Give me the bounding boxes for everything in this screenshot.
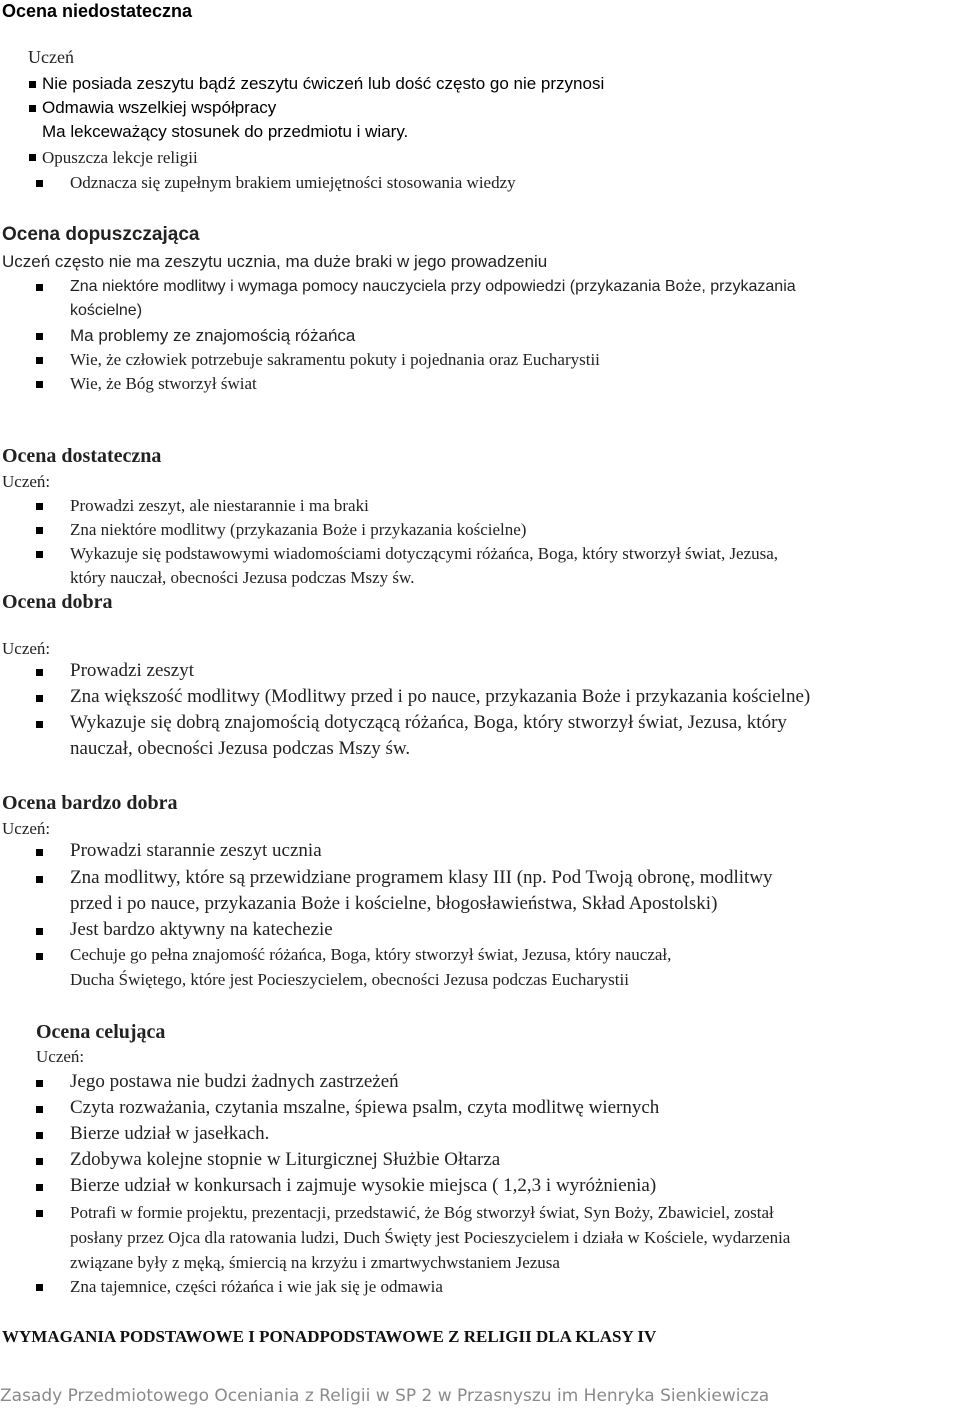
bullet-icon [36,669,43,676]
list-item: Jest bardzo aktywny na katechezie [70,919,333,940]
bullet-icon [36,357,43,364]
bullet-icon [36,1080,43,1087]
bullet-icon [36,551,43,558]
document-title: WYMAGANIA PODSTAWOWE I PONADPODSTAWOWE Z RELIGII DLA KLASY IV [2,1327,657,1346]
heading-dopuszczajaca: Ocena dopuszczająca [2,224,200,245]
list-item: Potrafi w formie projektu, prezentacji, przedstawić, że Bóg stworzył świat, Syn Boży, Zbawiciel, został [70,1203,774,1222]
intro-celujaca: Uczeń: [36,1047,85,1066]
list-item: Opuszcza lekcje religii [42,148,198,167]
list-item: Ma problemy ze znajomością różańca [70,326,356,345]
list-item-continuation: związane były z męką, śmiercią na krzyżu i zmartwychwstaniem Jezusa [70,1253,560,1272]
heading-niedostateczna: Ocena niedostateczna [2,1,193,21]
bullet-icon [36,1284,43,1291]
list-item: Wie, że człowiek potrzebuje sakramentu pokuty i pojednania oraz Eucharystii [70,350,600,369]
bullet-icon [36,180,43,187]
list-item-continuation: Ducha Świętego, które jest Pocieszycielem, obecności Jezusa podczas Eucharystii [70,970,629,989]
bullet-icon [36,527,43,534]
list-item-continuation: posłany przez Ojca dla ratowania ludzi, Duch Święty jest Pocieszycielem i działa w Kościele, wydarzenia [70,1228,791,1247]
heading-dobra: Ocena dobra [2,591,113,613]
list-item: Wie, że Bóg stworzył świat [70,374,257,393]
bullet-icon [36,284,43,291]
list-item: Zna tajemnice, części różańca i wie jak się je odmawia [70,1277,443,1296]
intro-niedostateczna: Uczeń [28,47,74,67]
list-item: Odmawia wszelkiej współpracy [42,98,277,117]
list-item: Prowadzi zeszyt [70,660,194,681]
list-item: Zdobywa kolejne stopnie w Liturgicznej Służbie Ołtarza [70,1149,501,1170]
intro-dobra: Uczeń: [2,639,51,658]
bullet-icon [36,381,43,388]
list-item-continuation: kościelne) [70,302,143,319]
list-item: Odznacza się zupełnym brakiem umiejętności stosowania wiedzy [70,173,516,192]
list-item-continuation: nauczał, obecności Jezusa podczas Mszy św. [70,738,411,759]
page-footer: Zasady Przedmiotowego Oceniania z Religii w SP 2 w Przasnyszu im Henryka Sienkiewicza [0,1386,770,1406]
list-item: Zna niektóre modlitwy i wymaga pomocy nauczyciela przy odpowiedzi (przykazania Boże, przykazania [70,278,796,295]
bullet-icon [36,953,43,960]
list-item: Zna niektóre modlitwy (przykazania Boże i przykazania kościelne) [70,520,527,539]
heading-celujaca: Ocena celująca [36,1021,166,1043]
bullet-icon [36,695,43,702]
bullet-icon [36,333,43,340]
heading-dostateczna: Ocena dostateczna [2,445,162,467]
list-item: Zna modlitwy, które są przewidziane programem klasy III (np. Pod Twoją obronę, modlitwy [70,867,773,888]
list-item-continuation: przed i po nauce, przykazania Boże i kościelne, błogosławieństwa, Skład Apostolski) [70,893,718,914]
list-item: Wykazuje się dobrą znajomością dotyczącą różańca, Boga, który stworzył świat, Jezusa, który [70,712,787,733]
heading-bardzo-dobra: Ocena bardzo dobra [2,792,178,814]
list-item: Prowadzi zeszyt, ale niestarannie i ma braki [70,496,369,515]
list-item: Czyta rozważania, czytania mszalne, śpiewa psalm, czyta modlitwę wiernych [70,1097,660,1118]
list-item: Cechuje go pełna znajomość różańca, Boga, który stworzył świat, Jezusa, który nauczał, [70,945,672,964]
bullet-icon [36,1184,43,1191]
bullet-icon [36,1158,43,1165]
list-item: Zna większość modlitwy (Modlitwy przed i po nauce, przykazania Boże i przykazania kościelne) [70,686,811,707]
bullet-icon [36,849,43,856]
bullet-icon [29,154,36,161]
list-item: Wykazuje się podstawowymi wiadomościami dotyczącymi różańca, Boga, który stworzył świat, Jezusa, [70,544,779,563]
list-item: Bierze udział w jasełkach. [70,1123,270,1144]
bullet-icon [36,928,43,935]
bullet-icon [36,1210,43,1217]
list-item: Jego postawa nie budzi żadnych zastrzeżeń [70,1071,399,1092]
bullet-icon [36,503,43,510]
bullet-icon [36,876,43,883]
bullet-icon [36,1132,43,1139]
bullet-icon [36,721,43,728]
list-item: Ma lekceważący stosunek do przedmiotu i wiary. [42,122,409,141]
bullet-icon [36,1106,43,1113]
list-item-continuation: który nauczał, obecności Jezusa podczas Mszy św. [70,568,415,587]
intro-dopuszczajaca: Uczeń często nie ma zeszytu ucznia, ma duże braki w jego prowadzeniu [2,252,548,271]
bullet-icon [29,81,36,88]
list-item: Nie posiada zeszytu bądź zeszytu ćwiczeń lub dość często go nie przynosi [42,74,605,93]
intro-bardzo-dobra: Uczeń: [2,819,51,838]
bullet-icon [29,105,36,112]
intro-dostateczna: Uczeń: [2,472,51,491]
list-item: Bierze udział w konkursach i zajmuje wysokie miejsca ( 1,2,3 i wyróżnienia) [70,1175,657,1196]
list-item: Prowadzi starannie zeszyt ucznia [70,840,322,861]
